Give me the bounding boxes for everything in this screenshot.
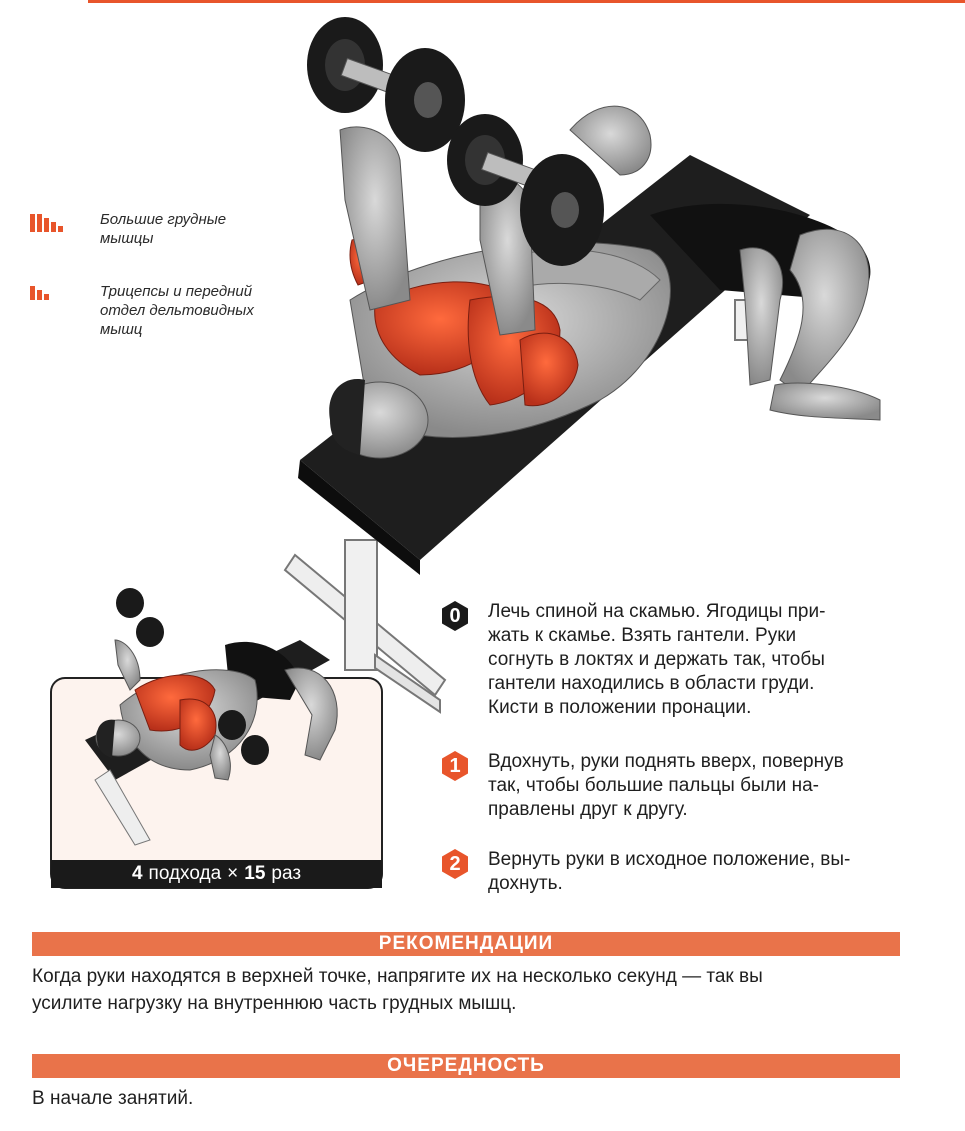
reps-word: раз: [271, 863, 302, 884]
step-text-line: дохнуть.: [488, 873, 563, 894]
step-text-line: жать к скамье. Взять гантели. Руки: [488, 625, 797, 646]
step-number-badge: 2: [440, 849, 470, 879]
legend-bars-icon: [30, 214, 63, 232]
sets-count: 4: [131, 863, 143, 884]
legend-bars-icon: [30, 286, 49, 300]
order-line: В начале занятий.: [32, 1088, 194, 1109]
times-sign: ×: [227, 863, 239, 884]
legend-label-line: мышц: [100, 321, 143, 338]
dumbbell-upper: [307, 17, 465, 152]
step-text-line: Лечь спиной на скамью. Ягодицы при-: [488, 601, 826, 622]
step-text-line: Вернуть руки в исходное положение, вы-: [488, 849, 851, 870]
step-text-line: правлены друг к другу.: [488, 799, 688, 820]
legend-label-line: Трицепсы и передний: [100, 283, 253, 300]
step-1: [440, 750, 920, 828]
reps-count: 15: [244, 863, 266, 884]
order-header: ОЧЕРЕДНОСТЬ: [32, 1054, 900, 1078]
legend-label-line: отдел дельтовидных: [100, 302, 254, 319]
sets-reps-bar: [51, 860, 382, 888]
recommendations-text: [32, 963, 763, 1017]
legend-label-line: Большие грудные: [100, 211, 227, 228]
inset-illustration: [51, 588, 382, 888]
sets-word: подхода: [148, 863, 222, 884]
step-text-line: гантели находились в области груди.: [488, 673, 815, 694]
step-2: [440, 848, 920, 902]
step-0: [440, 600, 920, 725]
step-text-line: согнуть в локтях и держать так, чтобы: [488, 649, 825, 670]
step-text-line: Вдохнуть, руки поднять вверх, повернув: [488, 751, 844, 772]
step-text-line: так, чтобы большие пальцы были на-: [488, 775, 819, 796]
step-number-badge: 1: [440, 751, 470, 781]
step-text-line: Кисти в положении пронации.: [488, 697, 752, 718]
step-number-badge: 0: [440, 601, 470, 631]
recommendations-line: усилите нагрузку на внутреннюю часть грудных мышц.: [32, 993, 517, 1014]
recommendations-header: РЕКОМЕНДАЦИИ: [32, 932, 900, 956]
legend-label-line: мышцы: [100, 230, 154, 247]
recommendations-line: Когда руки находятся в верхней точке, напрягите их на несколько секунд — так вы: [32, 966, 763, 987]
order-text: [32, 1085, 193, 1112]
